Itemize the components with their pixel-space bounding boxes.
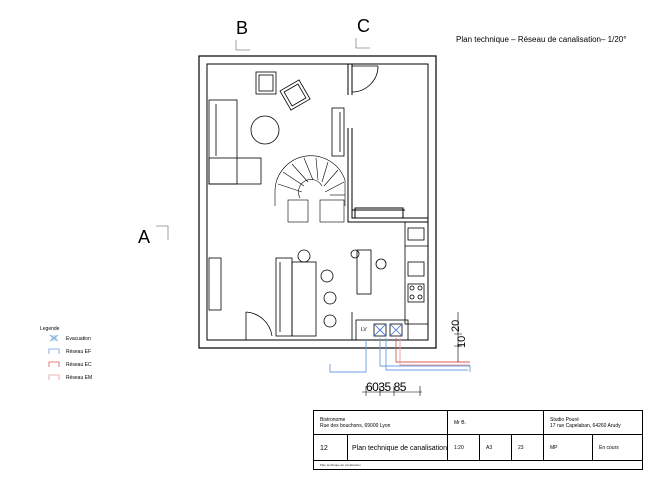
studio-cell <box>544 411 642 435</box>
format-cell <box>480 435 512 461</box>
dim-h2: 35 <box>378 380 391 394</box>
studio-name: Studio Pouré <box>550 417 579 423</box>
lv-label: LV <box>361 327 367 333</box>
armchair-2 <box>280 80 310 110</box>
bench-block <box>332 108 344 156</box>
sofa <box>209 100 261 184</box>
door-swing-top <box>352 66 378 92</box>
pipe-em-icon <box>48 373 60 381</box>
status-cell <box>593 435 642 461</box>
legend-label: Réseau EF <box>66 349 92 355</box>
bar-stools <box>298 250 336 327</box>
legend-label: Réseau EM <box>66 375 93 381</box>
status: En cours <box>599 445 619 451</box>
bookcase <box>209 258 221 310</box>
section-label-c: C <box>357 16 370 36</box>
pipe-network <box>330 335 470 372</box>
owner-name: Mr B. <box>454 420 466 426</box>
plan-title: Plan technique de canalisation <box>352 445 447 452</box>
pipe-ef-icon <box>48 347 60 355</box>
studio-address: 17 rue Capelaban, 64260 Arudy <box>550 423 621 429</box>
title-block <box>313 410 643 470</box>
entrance-door <box>246 312 272 340</box>
kitchen-island <box>276 258 316 336</box>
scale: 1:20 <box>454 445 464 451</box>
kitchen-counter <box>405 222 428 324</box>
horizontal-dimensions <box>366 380 406 394</box>
dim-v1: 20 <box>450 319 462 332</box>
interior-walls <box>348 64 428 222</box>
section-label-a: A <box>138 227 151 247</box>
round-table <box>251 116 279 144</box>
client-address: Rue des bouchons, 69000 Lyon <box>320 423 391 429</box>
spiral-staircase <box>275 156 345 222</box>
side-table <box>351 250 386 294</box>
plan-number-cell <box>314 435 348 461</box>
section-marker-b <box>236 40 250 50</box>
legend-item-em <box>40 376 92 389</box>
designer: MP <box>550 445 558 451</box>
footer-text: Plan technique de canalisation <box>320 463 361 467</box>
legend-label: Réseau EC <box>66 362 92 368</box>
legend-heading: Legende <box>40 326 60 332</box>
index: 23 <box>518 445 524 451</box>
format: A3 <box>486 445 493 451</box>
plan-number: 12 <box>320 445 328 452</box>
pipe-ec-icon <box>48 360 60 368</box>
dim-h1: 60 <box>366 380 379 394</box>
legend-label: Evacuation <box>66 336 91 342</box>
page-title: Plan technique – Réseau de canalisation– 1/20° <box>456 35 627 44</box>
owner-cell <box>448 411 544 435</box>
designer-cell <box>544 435 593 461</box>
armchair-1 <box>256 72 276 94</box>
index-cell <box>512 435 544 461</box>
client-name: Bistronome <box>320 417 346 423</box>
section-marker-a <box>156 226 168 240</box>
dim-h3: 85 <box>393 380 406 394</box>
footer-cell <box>314 461 642 470</box>
client-cell <box>314 411 448 435</box>
plan-title-cell <box>348 435 448 461</box>
dim-v2: 10 <box>456 335 468 348</box>
section-label-b: B <box>236 18 249 38</box>
legend <box>40 327 92 389</box>
scale-cell <box>448 435 480 461</box>
section-marker-c <box>356 38 370 48</box>
evacuation-icon <box>48 334 60 342</box>
